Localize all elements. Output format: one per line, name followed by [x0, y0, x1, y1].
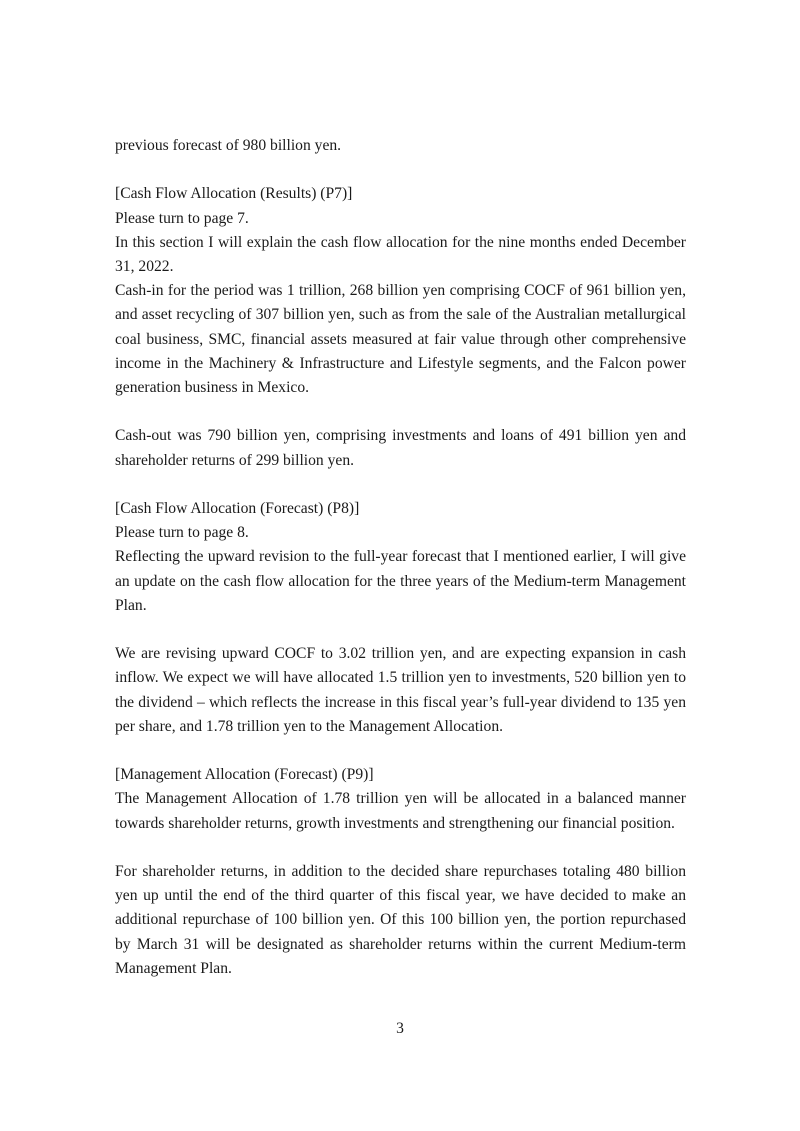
- paragraph-spacer: [115, 836, 686, 860]
- management-allocation-paragraph: The Management Allocation of 1.78 trillion yen will be allocated in a balanced manner towards shareholder returns, growth investments and strengthening our financial position.: [115, 790, 686, 832]
- cash-out-paragraph: Cash-out was 790 billion yen, comprising investments and loans of 491 billion yen and shareholder returns of 299 billion yen.: [115, 427, 686, 469]
- forecast-revision-paragraph: Reflecting the upward revision to the full-year forecast that I mentioned earlier, I will give an update on the cash flow allocation for the three years of the Medium-term Management Plan.: [115, 548, 686, 614]
- paragraph-spacer: [115, 158, 686, 182]
- turn-to-page-instruction: Please turn to page 8.: [115, 524, 249, 542]
- paragraph-spacer: [115, 739, 686, 763]
- intro-line: previous forecast of 980 billion yen.: [115, 137, 342, 154]
- paragraph-spacer: [115, 400, 686, 424]
- paragraph-spacer: [115, 618, 686, 642]
- cash-flow-results-intro-paragraph: In this section I will explain the cash flow allocation for the nine months ended December 31, 2022.: [115, 233, 686, 275]
- section-heading-management-allocation: [Management Allocation (Forecast) (P9)]: [115, 766, 374, 784]
- section-heading-cash-flow-results: [Cash Flow Allocation (Results) (P7)]: [115, 185, 353, 203]
- paragraph-spacer: [115, 473, 686, 497]
- section-heading-cash-flow-forecast: [Cash Flow Allocation (Forecast) (P8)]: [115, 500, 360, 517]
- turn-to-page-instruction: Please turn to page 7.: [115, 209, 249, 227]
- cash-in-paragraph: Cash-in for the period was 1 trillion, 268 billion yen comprising COCF of 961 billion yen, and asset recycling of 307 billion yen, such as from the sale of the Australian metallurgical coal business, SMC, financial assets measured at fair value through other comprehensive income in the Machinery & Infrastructure and Lifestyle segments, and the Falcon power generation business in Mexico.: [115, 282, 686, 397]
- shareholder-returns-paragraph: For shareholder returns, in addition to the decided share repurchases totaling 480 billion yen up until the end of the third quarter of this fiscal year, we have decided to make an additional repurchase of 100 billion yen. Of this 100 billion yen, the portion repurchased by March 31 will be designated as shareholder returns within the current Medium-term Management Plan.: [115, 863, 686, 977]
- page-number: 3: [396, 1020, 404, 1037]
- document-body: [115, 134, 686, 981]
- cocf-revision-paragraph: We are revising upward COCF to 3.02 trillion yen, and are expecting expansion in cash inflow. We expect we will have allocated 1.5 trillion yen to investments, 520 billion yen to the dividend – which reflects the increase in this fiscal year’s full-year dividend to 135 yen per share, and 1.78 trillion yen to the Management Allocation.: [115, 645, 686, 735]
